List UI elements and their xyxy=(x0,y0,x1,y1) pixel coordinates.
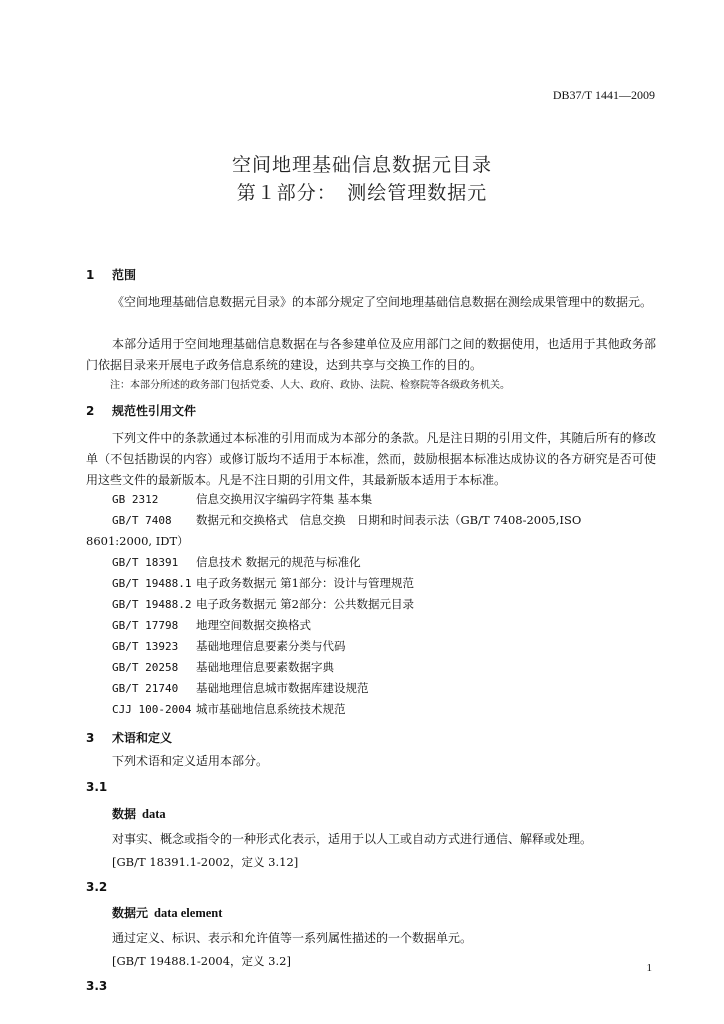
reference-code: CJJ 100-2004 xyxy=(112,703,192,716)
document-title: 空间地理基础信息数据元目录 xyxy=(231,154,492,176)
term-heading xyxy=(112,805,166,822)
reference-code: GB/T 21740 xyxy=(112,682,179,695)
reference-title: 信息交换用汉字编码字符集 基本集 xyxy=(196,492,373,506)
document-subtitle: 第１部分： 测绘管理数据元 xyxy=(236,182,488,204)
term-chinese: 数据 xyxy=(112,807,137,821)
section-title: 规范性引用文件 xyxy=(112,404,197,418)
reference-code: GB/T 13923 xyxy=(112,640,179,653)
reference-title: 基础地理信息城市数据库建设规范 xyxy=(196,681,369,695)
term-heading xyxy=(112,904,222,921)
section-1-note: 注：本部分所述的政务部门包括党委、人大、政府、政协、法院、检察院等各级政务机关。 xyxy=(110,380,510,391)
reference-title: 信息技术 数据元的规范与标准化 xyxy=(196,555,361,569)
section-title: 术语和定义 xyxy=(112,731,173,745)
reference-code: GB 2312 xyxy=(112,493,159,506)
page-number: 1 xyxy=(646,962,652,974)
section-3-intro: 下列术语和定义适用本部分。 xyxy=(112,754,269,768)
section-title: 范围 xyxy=(112,268,137,282)
section-1-heading xyxy=(86,266,136,283)
section-1-paragraph-1: 《空间地理基础信息数据元目录》的本部分规定了空间地理基础信息数据在测绘成果管理中的数据元。 xyxy=(112,295,653,309)
section-number: 3 xyxy=(86,731,95,745)
reference-item xyxy=(112,575,414,591)
reference-code: GB/T 20258 xyxy=(112,661,179,674)
reference-item xyxy=(112,554,361,570)
reference-continuation: 8601:2000, IDT） xyxy=(86,534,189,548)
term-chinese: 数据元 xyxy=(112,906,149,920)
standard-number: DB37/T 1441—2009 xyxy=(552,88,655,102)
section-3-heading xyxy=(86,729,172,746)
reference-item xyxy=(112,617,311,633)
section-number: 2 xyxy=(86,404,95,418)
section-number: 1 xyxy=(86,268,95,282)
term-definition: 对事实、概念或指令的一种形式化表示，适用于以人工或自动方式进行通信、解释或处理。 xyxy=(112,832,593,846)
reference-item xyxy=(112,680,369,696)
reference-item xyxy=(112,638,346,654)
reference-title: 城市基础地信息系统技术规范 xyxy=(196,702,346,716)
reference-code: GB/T 19488.2 xyxy=(112,598,192,611)
reference-code: GB/T 17798 xyxy=(112,619,179,632)
reference-item xyxy=(112,491,372,507)
term-number: 3.2 xyxy=(86,880,108,894)
reference-item xyxy=(112,701,346,717)
reference-code: GB/T 18391 xyxy=(112,556,179,569)
term-definition: 通过定义、标识、表示和允许值等一系列属性描述的一个数据单元。 xyxy=(112,931,473,945)
term-english: data element xyxy=(154,906,223,920)
reference-item xyxy=(112,512,581,528)
section-2-heading xyxy=(86,402,196,419)
reference-title: 基础地理信息要素分类与代码 xyxy=(196,639,346,653)
reference-code: GB/T 7408 xyxy=(112,514,172,527)
term-source: [GB/T 19488.1-2004，定义 3.2] xyxy=(112,954,291,968)
reference-item xyxy=(112,659,334,675)
reference-item xyxy=(112,596,414,612)
term-number: 3.1 xyxy=(86,780,108,794)
section-1-paragraph-2: 本部分适用于空间地理基础信息数据在与各参建单位及应用部门之间的数据使用，也适用于其他政务部门依据目录来开展电子政务信息系统的建设，达到共享与交换工作的目的。 xyxy=(86,337,656,372)
section-2-paragraph: 下列文件中的条款通过本标准的引用而成为本部分的条款。凡是注日期的引用文件，其随后所有的修改单（不包括勘误的内容）或修订版均不适用于本标准，然而，鼓励根据本标准达成协议的各方研究是否可使用这些文件的最新版本。凡是不注日期的引用文件，其最新版本适用于本标准。 xyxy=(86,431,656,487)
term-english: data xyxy=(142,807,166,821)
reference-code: GB/T 19488.1 xyxy=(112,577,192,590)
reference-title: 电子政务数据元 第2部分：公共数据元目录 xyxy=(196,597,414,611)
term-source: [GB/T 18391.1-2002，定义 3.12] xyxy=(112,855,299,869)
reference-title: 电子政务数据元 第1部分：设计与管理规范 xyxy=(196,576,414,590)
term-number: 3.3 xyxy=(86,979,108,993)
reference-title: 基础地理信息要素数据字典 xyxy=(196,660,334,674)
reference-title: 数据元和交换格式 信息交换 日期和时间表示法（GB/T 7408-2005,ISO xyxy=(196,513,582,527)
reference-title: 地理空间数据交换格式 xyxy=(196,618,311,632)
